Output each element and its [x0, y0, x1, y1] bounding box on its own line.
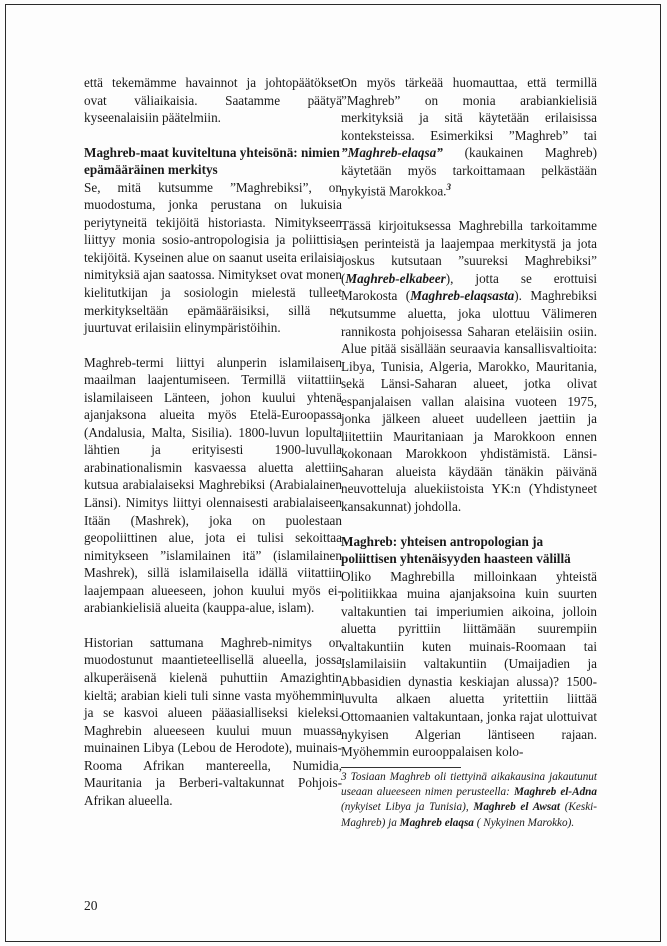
- footnote-reference[interactable]: 3: [446, 182, 451, 193]
- text-run: Tässä kirjoituksessa Maghrebilla tarkoitamme sen perinteistä ja laajempaa merkitystä ja jota joskus kutsutaan ”suureksi Maghrebiksi” (: [341, 218, 597, 286]
- footnote-divider: [341, 767, 461, 768]
- term-maghreb-el-adna: Maghreb el-Adna: [513, 785, 597, 798]
- term-maghreb-elkabeer: Maghreb-elkabeer: [345, 270, 446, 286]
- footnote: [341, 770, 597, 831]
- text-run: ( Nykyinen Marokko).: [473, 816, 575, 829]
- text-run: ). Maghrebiksi kutsumme aluetta, joka ulottuu Välimeren rannikosta pohjoisessa Saharan eteläisiin osiin. Alue pitää sisällään seuraavia kansallisvaltioita: Libya, Tunisia, Algeria, Marokko, Mauritania, sekä Länsi-Saharan alueet, jotka olivat espanjalaisen vallan alaisina vuoteen 1975, jonka jälkeen alueet uudelleen jaettiin ja liitettiin Mauritaniaan ja Marokkoon ennen kokonaan Marokkoon yhdistämistä. Länsi-Saharan alueista käydään tänäkin päivänä neuvotteluja aluekiistoista YK:n (Yhdistyneet kansakunnat) johdolla.: [341, 288, 597, 514]
- paragraph: että tekemämme havainnot ja johtopäätökset ovat väliaikaisia. Saatamme päätyä kyseenalaisiin päätelmiin.: [84, 75, 342, 126]
- term-maghreb-elaqsa-footnote: Maghreb elaqsa: [399, 816, 474, 829]
- paragraph: [341, 217, 597, 515]
- left-column: [84, 74, 342, 809]
- paragraph: Historian sattumana Maghreb-nimitys on muodostunut maantieteellisellä alueella, jossa alkuperäisenä kielenä puhuttiin Amazightin kieltä; arabian kieli tuli sinne vasta myöhemmin ja se kasvoi alueen pääasialliseksi kieleksi. Maghrebin alueeseen kuului muun muassa muinainen Libya (Lebou de Herodote), muinais-Rooma Afrikan mantereella, Numidia, Mauritania ja Berberi-valtakunnat Pohjois-Afrikan alueella.: [84, 634, 342, 808]
- section-heading: Maghreb-maat kuviteltuna yhteisönä: nimien epämääräinen merkitys: [84, 144, 340, 178]
- text-run: (Keski-Maghreb) ja: [341, 801, 598, 829]
- term-maghreb-elaqsa: ”Maghreb-elaqsa”: [341, 145, 443, 161]
- paragraph: Oliko Maghrebilla milloinkaan yhteistä politiikkaa muina ajanjaksoina kuin suurten valtakuntien tai imperiumien aikoina, jolloin aluetta pyrittiin liittämään suurempiin valtakuntiin kuten muinais-Roomaan tai Islamilaisiin valtakuntiin (Umaijadien ja Abbasidien dynastia keskiajan alussa)? 1500-luvulta alkaen aluetta yritettiin liittää Ottomaanien valtakuntaan, jonka rajat ulottuivat nykyisen Algerian läntiseen rajaan. Myöhemmin eurooppalaisen kolo-: [341, 568, 597, 760]
- term-maghreb-el-awsat: Maghreb el Awsat: [473, 801, 560, 814]
- term-maghreb-elaqsasta: Maghreb-elaqsasta: [410, 288, 515, 304]
- section-heading: Maghreb: yhteisen antropologian ja poliittisen yhtenäisyyden haasteen välillä: [341, 533, 571, 567]
- text-run: 3 Tosiaan Maghreb oli tiettyinä aikakausina jakautunut useaan alueeseen nimen perusteella:: [341, 770, 597, 798]
- text-run: (nykyiset Libya ja Tunisia),: [341, 801, 474, 814]
- paragraph: [341, 74, 597, 200]
- text-run: ), jotta se erottuisi Marokosta (: [341, 270, 597, 304]
- paragraph: Se, mitä kutsumme ”Maghrebiksi”, on muodostuma, jonka perustana on lukuisia periytyneitä tekijöitä historiasta. Nimitykseen liittyy monia sosio-antropologisia ja poliittisia tekijöitä. Kyseinen alue on saanut useita erilaisia nimityksiä ajan saatossa. Nimitykset ovat monen kielitutkijan ja sosiologin mielestä tulleet merkitykseltään epämääräisiksi, sillä ne juurtuvat erilaisiin elinympäristöihin.: [84, 179, 342, 336]
- text-run: (kaukainen Maghreb) käytetään myös tarkoittamaan pelkästään nykyistä Marokkoa.: [341, 145, 597, 199]
- paragraph: Maghreb-termi liittyi alunperin islamilaisen maailman laajentumiseen. Termillä viitattiin islamilaiseen Länteen, johon kuului yhtenä ajanjaksona alueita myös Etelä-Euroopassa (Andalusia, Malta, Sisilia). 1800-luvun lopulta lähtien ja erityisesti 1900-luvulla arabinationalismin kasvaessa aluetta alettiin kutsua arabialaiseksi Maghrebiksi (Arabialainen Länsi). Nimitys liittyi olennaisesti arabialaiseen Itään (Mashrek), joka on puolestaan geopoliittinen alue, jota ei tulisi sekoittaa nimitykseen ”islamilainen itä” (islamilainen Mashrek), sillä islamilaisella idällä viitattiin laajempaan alueeseen, johon kuului myös ei-arabiankielisiä alueita (kauppa-alue, islam).: [84, 354, 342, 616]
- right-column: [341, 74, 597, 831]
- text-run: On myös tärkeää huomauttaa, että termillä ”Maghreb” on monia arabiankielisiä merkityksiä ja sitä käytetään erilaisissa konteksteissa. Esimerkiksi ”Maghreb” tai: [341, 75, 597, 143]
- page-number: 20: [84, 898, 98, 913]
